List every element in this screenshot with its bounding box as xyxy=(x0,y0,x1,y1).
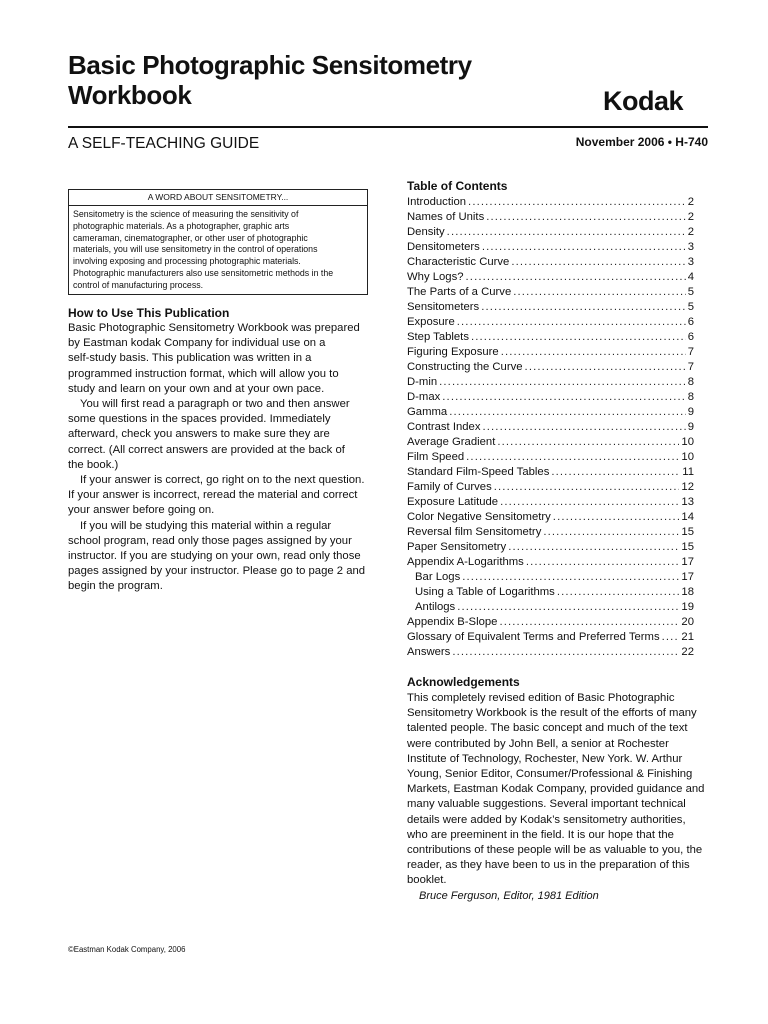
box-line: control of manufacturing process. xyxy=(73,279,204,290)
ack-line: Markets, Eastman Kodak Company, provided guidance and xyxy=(407,783,705,796)
toc-entry-label: Antilogs xyxy=(415,601,456,613)
acknowledgements-heading: Acknowledgements xyxy=(407,675,520,689)
toc-entry xyxy=(407,555,694,570)
toc-leader xyxy=(439,375,686,390)
toc-entry-label: Standard Film-Speed Tables xyxy=(407,466,550,478)
toc-leader xyxy=(447,225,686,240)
toc-entry xyxy=(407,450,694,465)
how-to-section xyxy=(68,305,370,595)
header-divider xyxy=(68,126,708,128)
toc-entry-label: Step Tablets xyxy=(407,331,469,343)
box-line: cameraman, cinematographer, or other user of photographic xyxy=(73,232,308,243)
toc-entry xyxy=(407,615,694,630)
toc-entry xyxy=(407,495,694,510)
toc-entry-label: Family of Curves xyxy=(407,481,492,493)
toc-leader xyxy=(466,270,686,285)
toc-entry-page: 20 xyxy=(681,616,694,628)
how-to-line: pages assigned by your instructor. Please go to page 2 and xyxy=(68,565,366,578)
toc-entry-label: Average Gradient xyxy=(407,436,496,448)
toc-leader xyxy=(482,420,685,435)
toc-entry-page: 13 xyxy=(681,496,694,508)
toc-entry-label: Paper Sensitometry xyxy=(407,541,507,553)
how-to-line: If your answer is correct, go right on to the next question. xyxy=(80,474,365,487)
toc-entry-label: Film Speed xyxy=(407,451,465,463)
toc-leader xyxy=(452,645,679,660)
toc-entry-page: 9 xyxy=(687,406,694,418)
toc-leader xyxy=(497,435,679,450)
toc-entry-page: 15 xyxy=(681,541,694,553)
toc-entry-label: Answers xyxy=(407,646,451,658)
toc-leader xyxy=(494,480,680,495)
toc-entry-label: Exposure Latitude xyxy=(407,496,499,508)
ack-line: This completely revised edition of Basic Photographic xyxy=(407,692,675,704)
toc-entry-label: Figuring Exposure xyxy=(407,346,499,358)
toc-leader xyxy=(553,510,680,525)
toc-entry-page: 18 xyxy=(681,586,694,598)
toc-entry-label: Color Negative Sensitometry xyxy=(407,511,551,523)
toc-entry-page: 11 xyxy=(682,466,694,478)
toc-leader xyxy=(471,330,686,345)
box-heading: A WORD ABOUT SENSITOMETRY... xyxy=(69,190,367,206)
toc-entry xyxy=(407,240,694,255)
toc-entry-label: Introduction xyxy=(407,196,467,208)
ack-line: contributions of these people will be as valuable to you, the xyxy=(407,844,703,857)
toc-entry xyxy=(407,225,694,240)
toc-entry xyxy=(407,255,694,270)
toc-entry-page: 10 xyxy=(681,436,694,448)
box-line: involving exposing and processing photographic materials. xyxy=(73,256,301,267)
word-about-sensitometry-box xyxy=(68,189,368,295)
toc-entry-label: Constructing the Curve xyxy=(407,361,523,373)
how-to-line: begin the program. xyxy=(68,580,163,593)
toc-leader xyxy=(543,525,679,540)
ack-line: reader, as they have been to us in the preparation of this xyxy=(407,859,690,872)
how-to-line: correct. (All correct answers are provided at the back of xyxy=(68,443,345,456)
toc-entry-page: 2 xyxy=(687,196,694,208)
toc-subentry xyxy=(407,570,694,585)
toc-entry-label: Glossary of Equivalent Terms and Preferred Terms xyxy=(407,631,660,643)
toc-entry-page: 17 xyxy=(681,571,694,583)
toc-entry-page: 8 xyxy=(687,376,694,388)
toc-entry-page: 22 xyxy=(681,646,694,658)
ack-line: many valuable suggestions. Several important technical xyxy=(407,798,686,811)
toc-entry-label: Bar Logs xyxy=(415,571,461,583)
toc-entry xyxy=(407,195,694,210)
toc-entry-label: Appendix B-Slope xyxy=(407,616,498,628)
ack-line: details were added by Kodak’s sensitometry authorities, xyxy=(407,813,686,826)
toc-entry xyxy=(407,465,694,480)
toc-entry xyxy=(407,540,694,555)
toc-leader xyxy=(511,255,685,270)
toc-entry-label: Appendix A-Logarithms xyxy=(407,556,524,568)
toc-leader xyxy=(499,615,679,630)
toc-leader xyxy=(500,495,679,510)
toc-entry-page: 8 xyxy=(687,391,694,403)
toc-entry xyxy=(407,435,694,450)
toc-entry-page: 6 xyxy=(687,331,694,343)
toc-entry-label: Reversal film Sensitometry xyxy=(407,526,542,538)
toc-leader xyxy=(525,360,686,375)
toc-entry-page: 5 xyxy=(687,286,694,298)
title-line-2: Workbook xyxy=(68,80,192,110)
acknowledgements-body xyxy=(407,691,709,904)
toc-entry xyxy=(407,630,694,645)
toc-entry xyxy=(407,360,694,375)
toc-leader xyxy=(486,210,685,225)
toc-leader xyxy=(457,315,686,330)
toc-leader xyxy=(442,390,685,405)
title-line-1: Basic Photographic Sensitometry xyxy=(68,50,472,80)
acknowledgements-section xyxy=(407,674,709,904)
toc-entry-label: Using a Table of Logarithms xyxy=(415,586,555,598)
toc-entry-page: 3 xyxy=(687,256,694,268)
toc-leader xyxy=(468,195,686,210)
toc-entry xyxy=(407,525,694,540)
ack-line: Sensitometry Workbook is the result of the efforts of many xyxy=(407,707,697,720)
how-to-line: If your answer is incorrect, reread the material and correct xyxy=(68,489,358,502)
toc-entry-page: 21 xyxy=(681,631,694,643)
toc-entry xyxy=(407,270,694,285)
how-to-line: You will first read a paragraph or two and then answer xyxy=(80,398,350,411)
toc-entry-label: Names of Units xyxy=(407,211,485,223)
toc-leader xyxy=(513,285,685,300)
ack-line: who are preeminent in the field. It is our hope that the xyxy=(407,828,674,841)
toc-entry xyxy=(407,420,694,435)
toc-entry xyxy=(407,375,694,390)
toc-entry-page: 7 xyxy=(687,361,694,373)
toc-entry-label: Gamma xyxy=(407,406,448,418)
toc-entry-label: Why Logs? xyxy=(407,271,464,283)
how-to-line: the book.) xyxy=(68,458,119,471)
how-to-line: instructor. If you are studying on your own, read only those xyxy=(68,550,361,563)
toc-leader xyxy=(557,585,680,600)
how-to-line: afterward, check you answers to make sure they are xyxy=(68,428,330,441)
toc-entry-page: 10 xyxy=(681,451,694,463)
toc-subentry xyxy=(407,600,694,615)
toc-entry-page: 17 xyxy=(681,556,694,568)
toc-entry-label: The Parts of a Curve xyxy=(407,286,512,298)
how-to-body xyxy=(68,321,370,595)
toc-entry-label: Exposure xyxy=(407,316,455,328)
toc-entry-page: 2 xyxy=(687,211,694,223)
box-line: Photographic manufacturers also use sensitometric methods in the xyxy=(73,267,334,278)
box-body xyxy=(69,206,367,292)
toc-entry-page: 15 xyxy=(681,526,694,538)
toc-leader xyxy=(462,570,679,585)
toc-entry-page: 2 xyxy=(687,226,694,238)
subtitle: A SELF-TEACHING GUIDE xyxy=(68,135,260,152)
ack-line: Young, Senior Editor, Consumer/Professional & Finishing xyxy=(407,768,693,781)
toc-entry-label: Sensitometers xyxy=(407,301,480,313)
toc-entry xyxy=(407,315,694,330)
ack-line: talented people. The basic concept and much of the text xyxy=(407,722,688,735)
ack-line: were contributed by John Bell, a senior at Rochester xyxy=(407,737,669,750)
how-to-line: your answer before going on. xyxy=(68,504,215,517)
toc-leader xyxy=(481,300,685,315)
how-to-heading: How to Use This Publication xyxy=(68,306,230,320)
toc-entry-label: Densitometers xyxy=(407,241,480,253)
toc-entry-label: D-min xyxy=(407,376,438,388)
kodak-logo: Kodak xyxy=(603,86,684,116)
toc-leader xyxy=(482,240,686,255)
how-to-line: study and learn on your own and at your own pace. xyxy=(68,382,325,395)
toc-entry xyxy=(407,210,694,225)
toc-entry xyxy=(407,405,694,420)
toc-entry-label: Characteristic Curve xyxy=(407,256,510,268)
how-to-line: programmed instruction format, which will allow you to xyxy=(68,367,339,380)
box-line: photographic materials. As a photographer, graphic arts xyxy=(73,220,290,231)
toc-leader xyxy=(526,555,680,570)
toc-entry-page: 5 xyxy=(687,301,694,313)
toc-heading: Table of Contents xyxy=(407,179,508,193)
toc-entry-page: 12 xyxy=(681,481,694,493)
toc-leader xyxy=(508,540,679,555)
how-to-line: school program, read only those pages assigned by your xyxy=(68,534,352,547)
toc-entry xyxy=(407,645,694,660)
ack-line: booklet. xyxy=(407,874,447,887)
toc-entry-page: 4 xyxy=(687,271,694,283)
publication-date: November 2006 • H-740 xyxy=(575,135,708,149)
toc-leader xyxy=(662,630,680,645)
toc-leader xyxy=(466,450,679,465)
toc-subentry xyxy=(407,585,694,600)
box-line: Sensitometry is the science of measuring the sensitivity of xyxy=(73,209,299,219)
toc-leader xyxy=(551,465,680,480)
toc-entry xyxy=(407,300,694,315)
how-to-line: self-study basis. This publication was written in a xyxy=(68,352,312,365)
toc-entry-page: 3 xyxy=(687,241,694,253)
how-to-line: by Eastman kodak Company for individual use on a xyxy=(68,337,326,350)
toc-entry-page: 9 xyxy=(687,421,694,433)
editor-signature: Bruce Ferguson, Editor, 1981 Edition xyxy=(419,889,599,902)
toc-leader xyxy=(457,600,679,615)
table-of-contents xyxy=(407,178,694,660)
copyright-footer: ©Eastman Kodak Company, 2006 xyxy=(68,945,186,954)
toc-entry xyxy=(407,345,694,360)
toc-leader xyxy=(449,405,686,420)
toc-leader xyxy=(501,345,686,360)
toc-entry-label: Contrast Index xyxy=(407,421,481,433)
toc-entry xyxy=(407,510,694,525)
toc-entry-page: 7 xyxy=(687,346,694,358)
how-to-line: If you will be studying this material within a regular xyxy=(80,519,332,532)
document-title xyxy=(68,50,588,110)
toc-entry-page: 6 xyxy=(687,316,694,328)
toc-entry-page: 14 xyxy=(681,511,694,523)
toc-entry xyxy=(407,390,694,405)
toc-entry-label: Density xyxy=(407,226,445,238)
toc-entry-label: D-max xyxy=(407,391,441,403)
toc-entry-page: 19 xyxy=(681,601,694,613)
toc-entry xyxy=(407,480,694,495)
how-to-line: some questions in the spaces provided. Immediately xyxy=(68,413,331,426)
toc-entry xyxy=(407,330,694,345)
box-line: materials, you will use sensitometry in the control of operations xyxy=(73,244,318,255)
ack-line: Institute of Technology, Rochester, New York. W. Arthur xyxy=(407,752,683,765)
toc-entry xyxy=(407,285,694,300)
how-to-line: Basic Photographic Sensitometry Workbook was prepared xyxy=(68,322,360,334)
